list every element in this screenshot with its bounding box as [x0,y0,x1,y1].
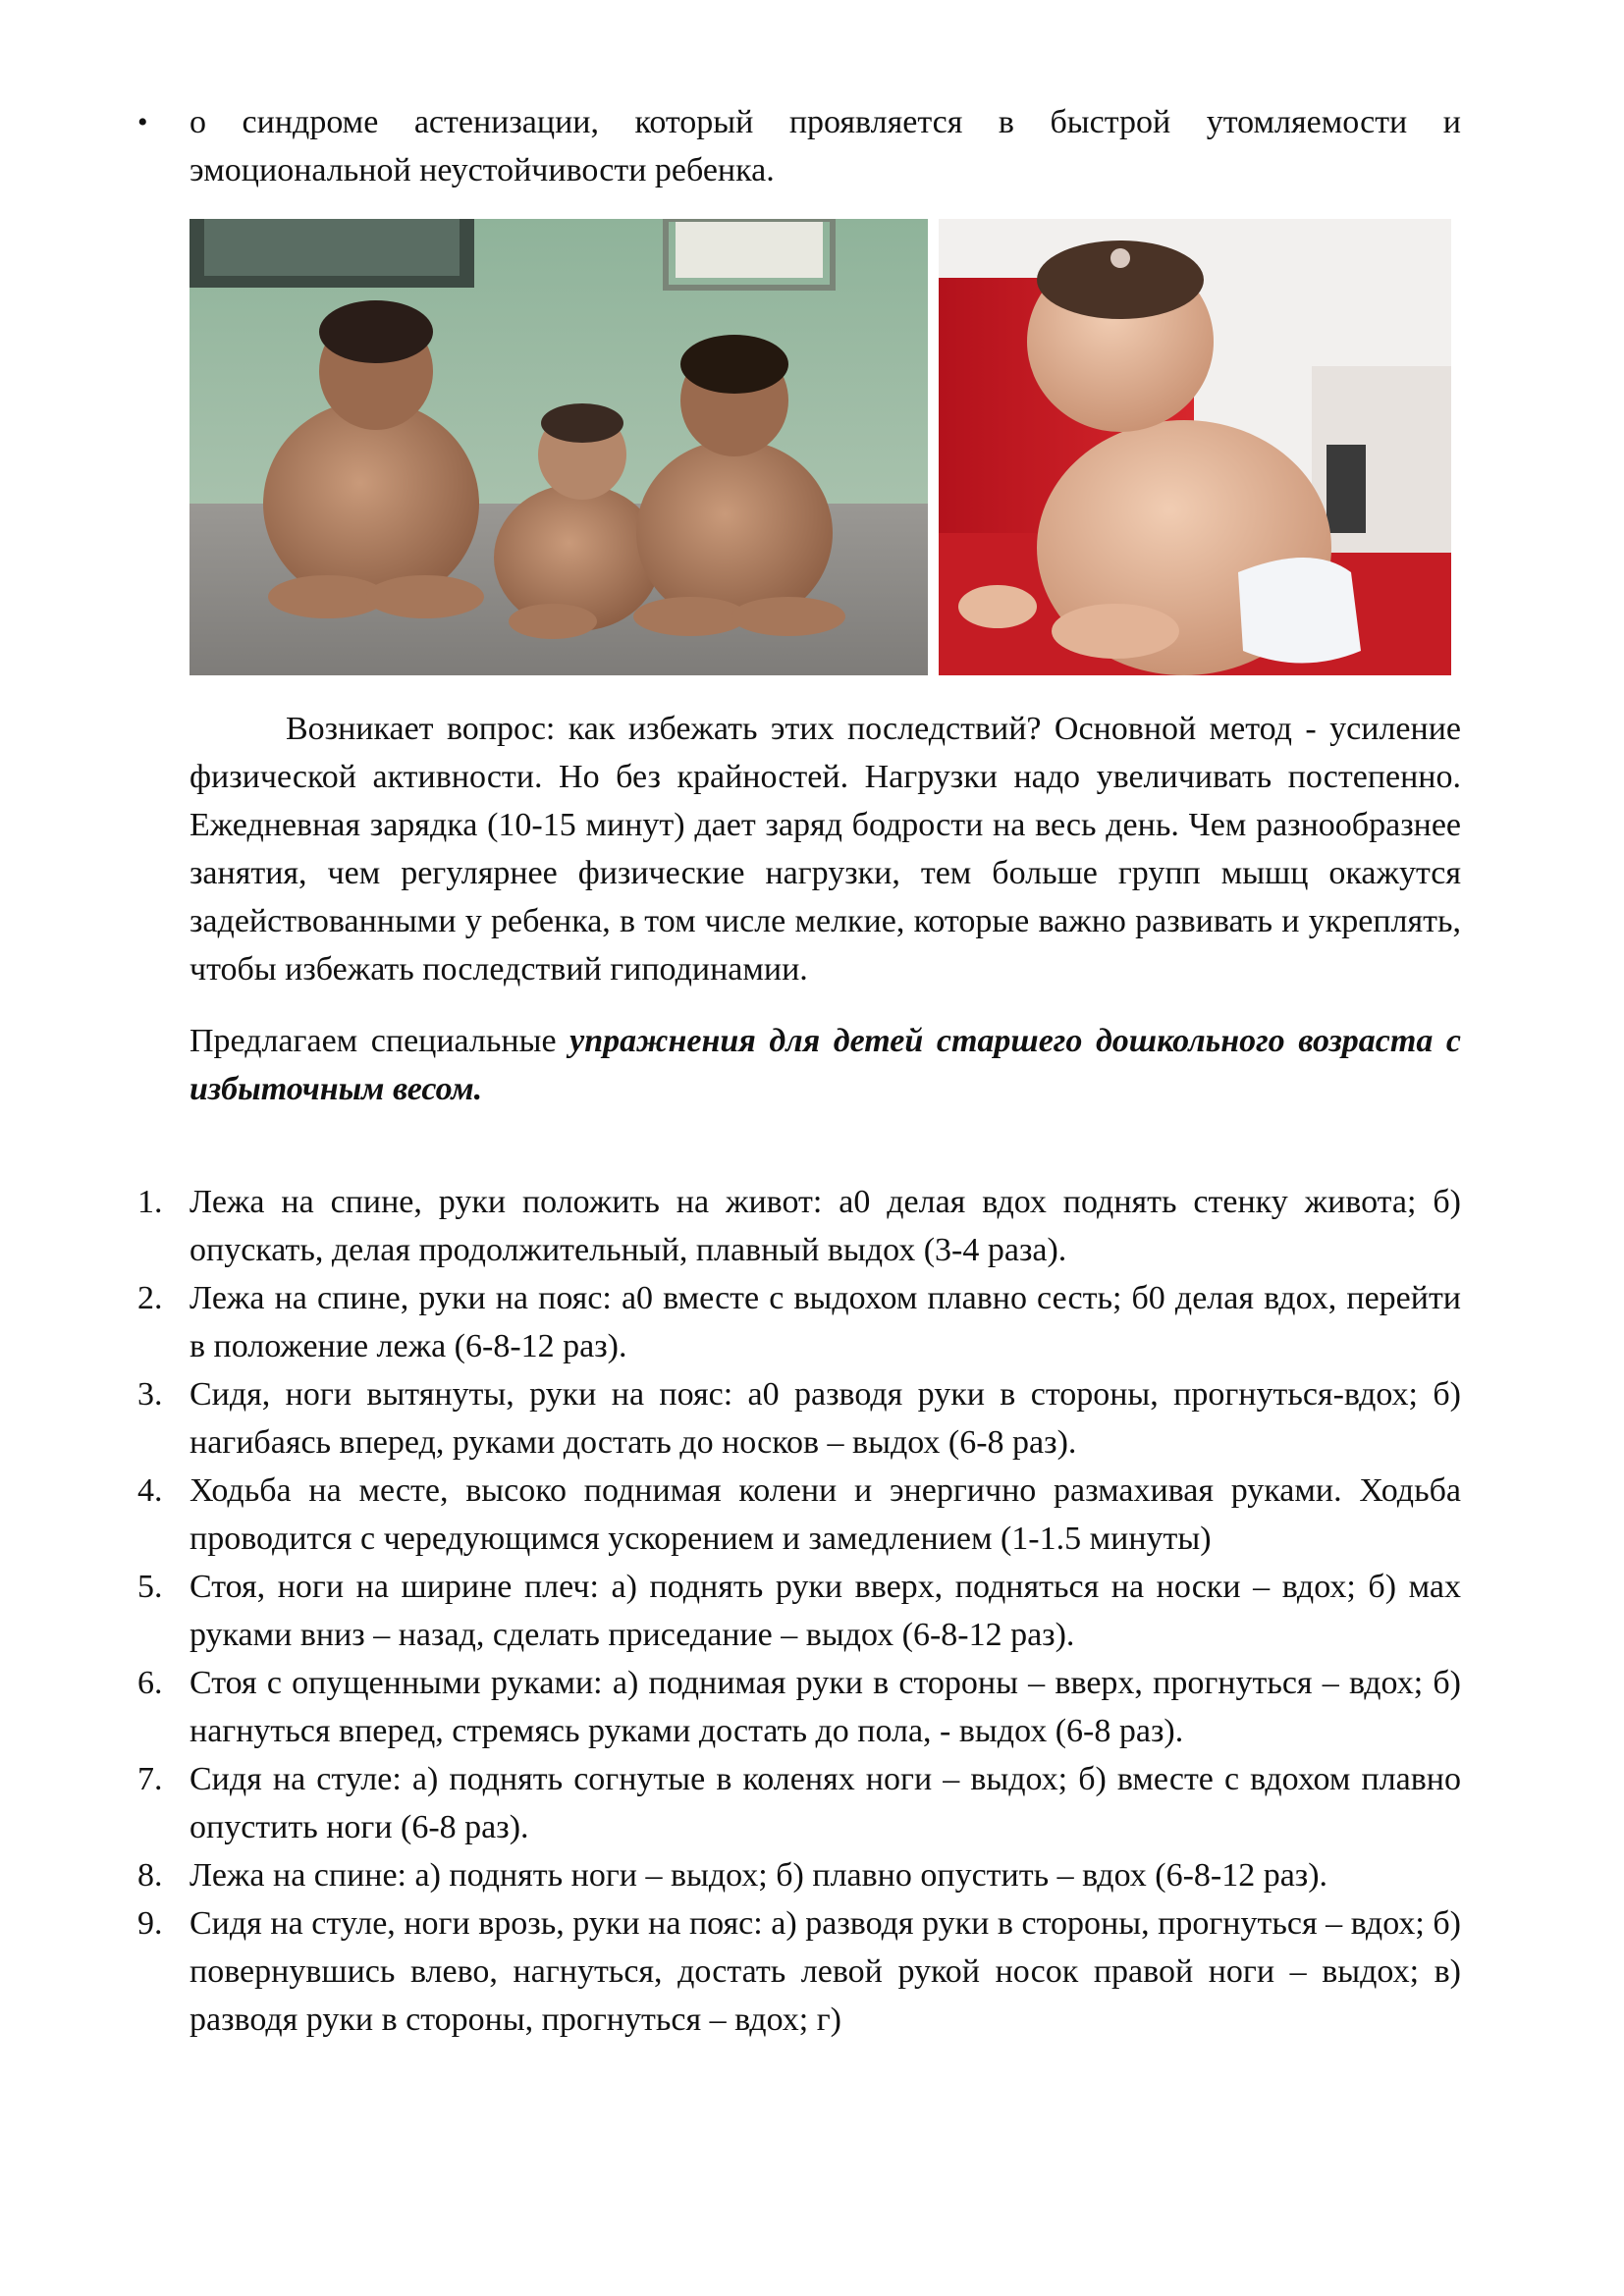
list-item-text: Стоя с опущенными руками: а) поднимая руки в стороны – вверх, прогнуться – вдох; б) нагнуться вперед, стремясь руками достать до пола, - выдох (6-8 раз). [189,1665,1461,1749]
bullet-text: о синдроме астенизации, который проявляется в быстрой утомляемости и эмоциональной неустойчивости ребенка. [189,104,1461,188]
photo-row [189,219,1454,675]
list-item-text: Сидя на стуле: а) поднять согнутые в коленях ноги – выдох; б) вместе с вдохом плавно опустить ноги (6-8 раз). [189,1761,1461,1845]
photo-toddler-image [939,219,1451,675]
list-item-text: Стоя, ноги на ширине плеч: а) поднять руки вверх, подняться на носки – вдох; б) мах руками вниз – назад, сделать приседание – выдох (6-8-12 раз). [189,1569,1461,1653]
photo-three-children-image [189,219,928,675]
exercise-list [137,1178,1461,2044]
bullet-marker: • [137,106,148,138]
intro-paragraph: Возникает вопрос: как избежать этих последствий? Основной метод - усиление физической активности. Но без крайностей. Нагрузки надо увеличивать постепенно. Ежедневная зарядка (10-15 минут) дает заряд бодрости на весь день. Чем разнообразнее занятия, чем регулярнее физические нагрузки, тем больше групп мышц окажутся задействованными у ребенка, в том числе мелкие, которые важно развивать и укреплять, чтобы избежать последствий гиподинамии. [189,711,1461,988]
list-item-text: Сидя, ноги вытянуты, руки на пояс: а0 разводя руки в стороны, прогнуться-вдох; б) нагибаясь вперед, руками достать до носков – выдох (6-8 раз). [189,1376,1461,1461]
main-text-block [189,705,1461,1113]
list-item-number: 6. [137,1665,163,1701]
list-item-number: 4. [137,1472,163,1509]
list-item-number: 8. [137,1857,163,1894]
list-item [137,1659,1461,1755]
list-item [137,1370,1461,1467]
bullet-item [137,98,1461,194]
list-item [137,1274,1461,1370]
offer-emphasis: упражнения для детей старшего дошкольного возраста с избыточным весом. [189,1023,1461,1107]
list-item-text: Сидя на стуле, ноги врозь, руки на пояс: а) разводя руки в стороны, прогнуться – вдох; б) повернувшись влево, нагнуться, достать левой рукой носок правой ноги – выдох; в) разводя руки в стороны, прогнуться – вдох; г) [189,1905,1461,2038]
list-item [137,1563,1461,1659]
list-item-text: Лежа на спине, руки положить на живот: а0 делая вдох поднять стенку живота; б) опускать, делая продолжительный, плавный выдох (3-4 раза). [189,1184,1461,1268]
list-item-number: 9. [137,1905,163,1942]
list-item-text: Лежа на спине, руки на пояс: а0 вместе с выдохом плавно сесть; б0 делая вдох, перейти в положение лежа (6-8-12 раз). [189,1280,1461,1364]
list-item-number: 5. [137,1569,163,1605]
list-item-number: 7. [137,1761,163,1797]
list-item [137,1467,1461,1563]
list-item [137,1851,1461,1899]
bullet-section [137,98,1461,194]
list-item-text: Ходьба на месте, высоко поднимая колени и энергично размахивая руками. Ходьба проводится с чередующимся ускорением и замедлением (1-1.5 минуты) [189,1472,1461,1557]
offer-paragraph [189,1017,1461,1113]
list-item-number: 3. [137,1376,163,1413]
list-item-number: 1. [137,1184,163,1220]
list-item-text: Лежа на спине: а) поднять ноги – выдох; б) плавно опустить – вдох (6-8-12 раз). [189,1857,1328,1894]
list-item [137,1755,1461,1851]
list-item-number: 2. [137,1280,163,1316]
list-item [137,1178,1461,1274]
offer-lead: Предлагаем специальные [189,1023,570,1059]
photo-toddler [939,219,1451,675]
photo-three-children [189,219,928,675]
list-item [137,1899,1461,2044]
